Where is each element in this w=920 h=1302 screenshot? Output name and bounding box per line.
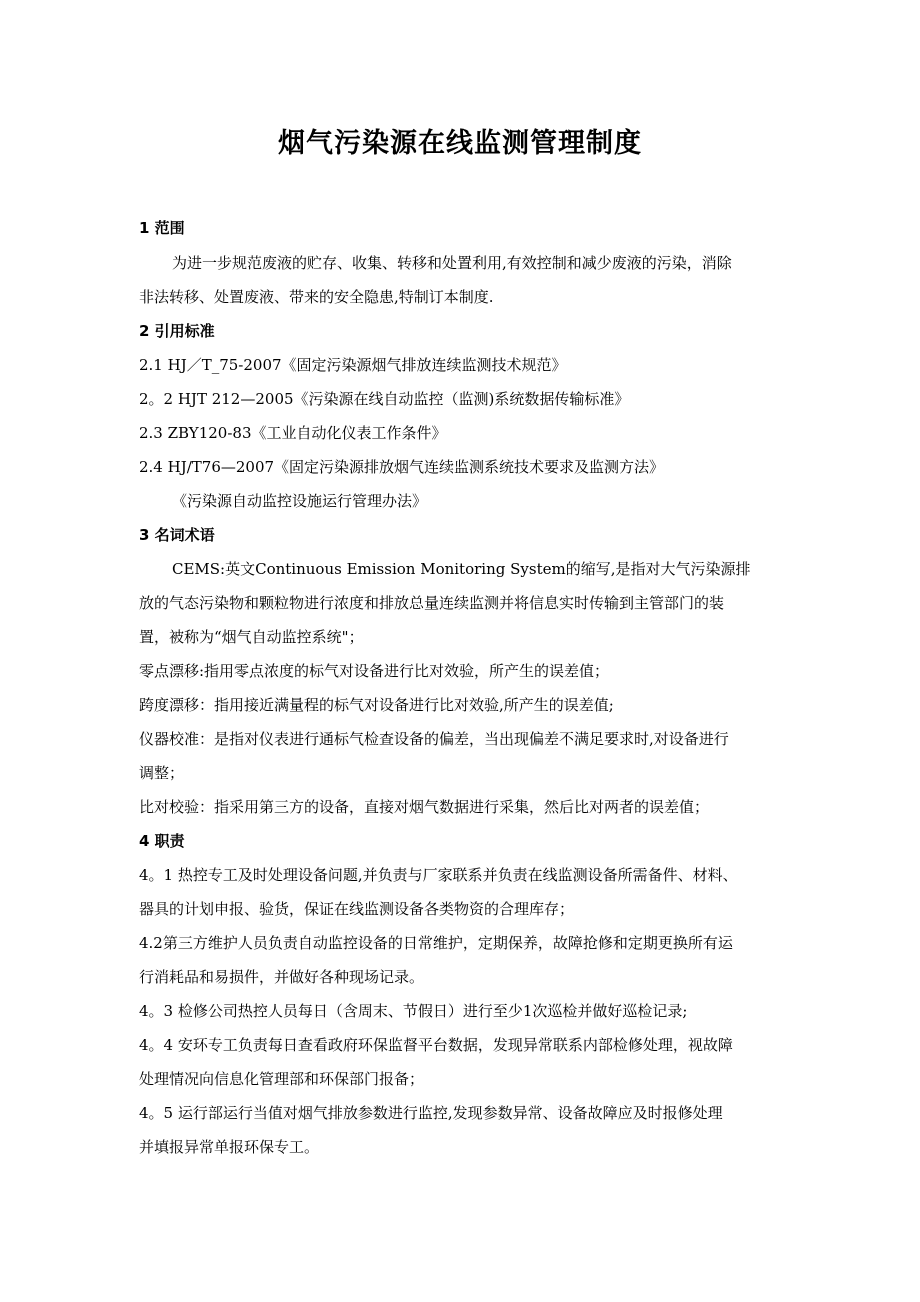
reference-line: 2.4 HJ/T76—2007《固定污染源排放烟气连续监测系统技术要求及监测方法》 (139, 458, 665, 476)
definition-line: 比对校验：指采用第三方的设备，直接对烟气数据进行采集，然后比对两者的误差值； (139, 798, 710, 816)
duty-line: 4.2第三方维护人员负责自动监控设备的日常维护，定期保养，故障抢修和定期更换所有运 (139, 934, 733, 952)
paragraph-line: 为进一步规范废液的贮存、收集、转移和处置利用,有效控制和减少废液的污染，消除 (172, 254, 732, 272)
definition-line: 跨度漂移：指用接近满量程的标气对设备进行比对效验,所产生的误差值; (139, 696, 614, 714)
reference-line: 2。2 HJT 212—2005《污染源在线自动监控（监测)系统数据传输标准》 (139, 390, 630, 408)
reference-line: 2.3 ZBY120-83《工业自动化仪表工作条件》 (139, 424, 447, 442)
duty-line: 4。4 安环专工负责每日查看政府环保监督平台数据，发现异常联系内部检修处理，视故障 (139, 1036, 733, 1054)
duty-line: 4。5 运行部运行当值对烟气排放参数进行监控,发现参数异常、设备故障应及时报修处理 (139, 1104, 723, 1122)
section-heading-4: 4 职责 (139, 832, 185, 850)
duty-line: 4。3 检修公司热控人员每日（含周末、节假日）进行至少1次巡检并做好巡检记录; (139, 1002, 688, 1020)
document-title: 烟气污染源在线监测管理制度 (278, 128, 642, 159)
paragraph-line: 置，被称为“烟气自动监控系统"； (139, 628, 364, 646)
paragraph-line: 放的气态污染物和颗粒物进行浓度和排放总量连续监测并将信息实时传输到主管部门的装 (139, 594, 725, 612)
duty-line: 器具的计划申报、验货，保证在线监测设备各类物资的合理库存； (139, 900, 575, 918)
definition-line: 调整； (139, 764, 185, 782)
duty-line: 处理情况向信息化管理部和环保部门报备； (139, 1070, 425, 1088)
duty-line: 行消耗品和易损件，并做好各种现场记录。 (139, 968, 425, 986)
paragraph-line: CEMS:英文Continuous Emission Monitoring System的缩写,是指对大气污染源排 (172, 560, 751, 578)
section-heading-2: 2 引用标准 (139, 322, 215, 340)
reference-line: 2.1 HJ／T_75-2007《固定污染源烟气排放连续监测技术规范》 (139, 356, 567, 374)
paragraph-line: 非法转移、处置废液、带来的安全隐患,特制订本制度. (139, 288, 494, 306)
duty-line: 并填报异常单报环保专工。 (139, 1138, 320, 1156)
section-heading-3: 3 名词术语 (139, 526, 215, 544)
section-heading-1: 1 范围 (139, 219, 185, 237)
reference-line: 《污染源自动监控设施运行管理办法》 (172, 492, 428, 510)
definition-line: 零点漂移:指用零点浓度的标气对设备进行比对效验，所产生的误差值； (139, 662, 610, 680)
definition-line: 仪器校准：是指对仪表进行通标气检查设备的偏差，当出现偏差不满足要求时,对设备进行 (139, 730, 729, 748)
duty-line: 4。1 热控专工及时处理设备问题,并负责与厂家联系并负责在线监测设备所需备件、材料、 (139, 866, 738, 884)
